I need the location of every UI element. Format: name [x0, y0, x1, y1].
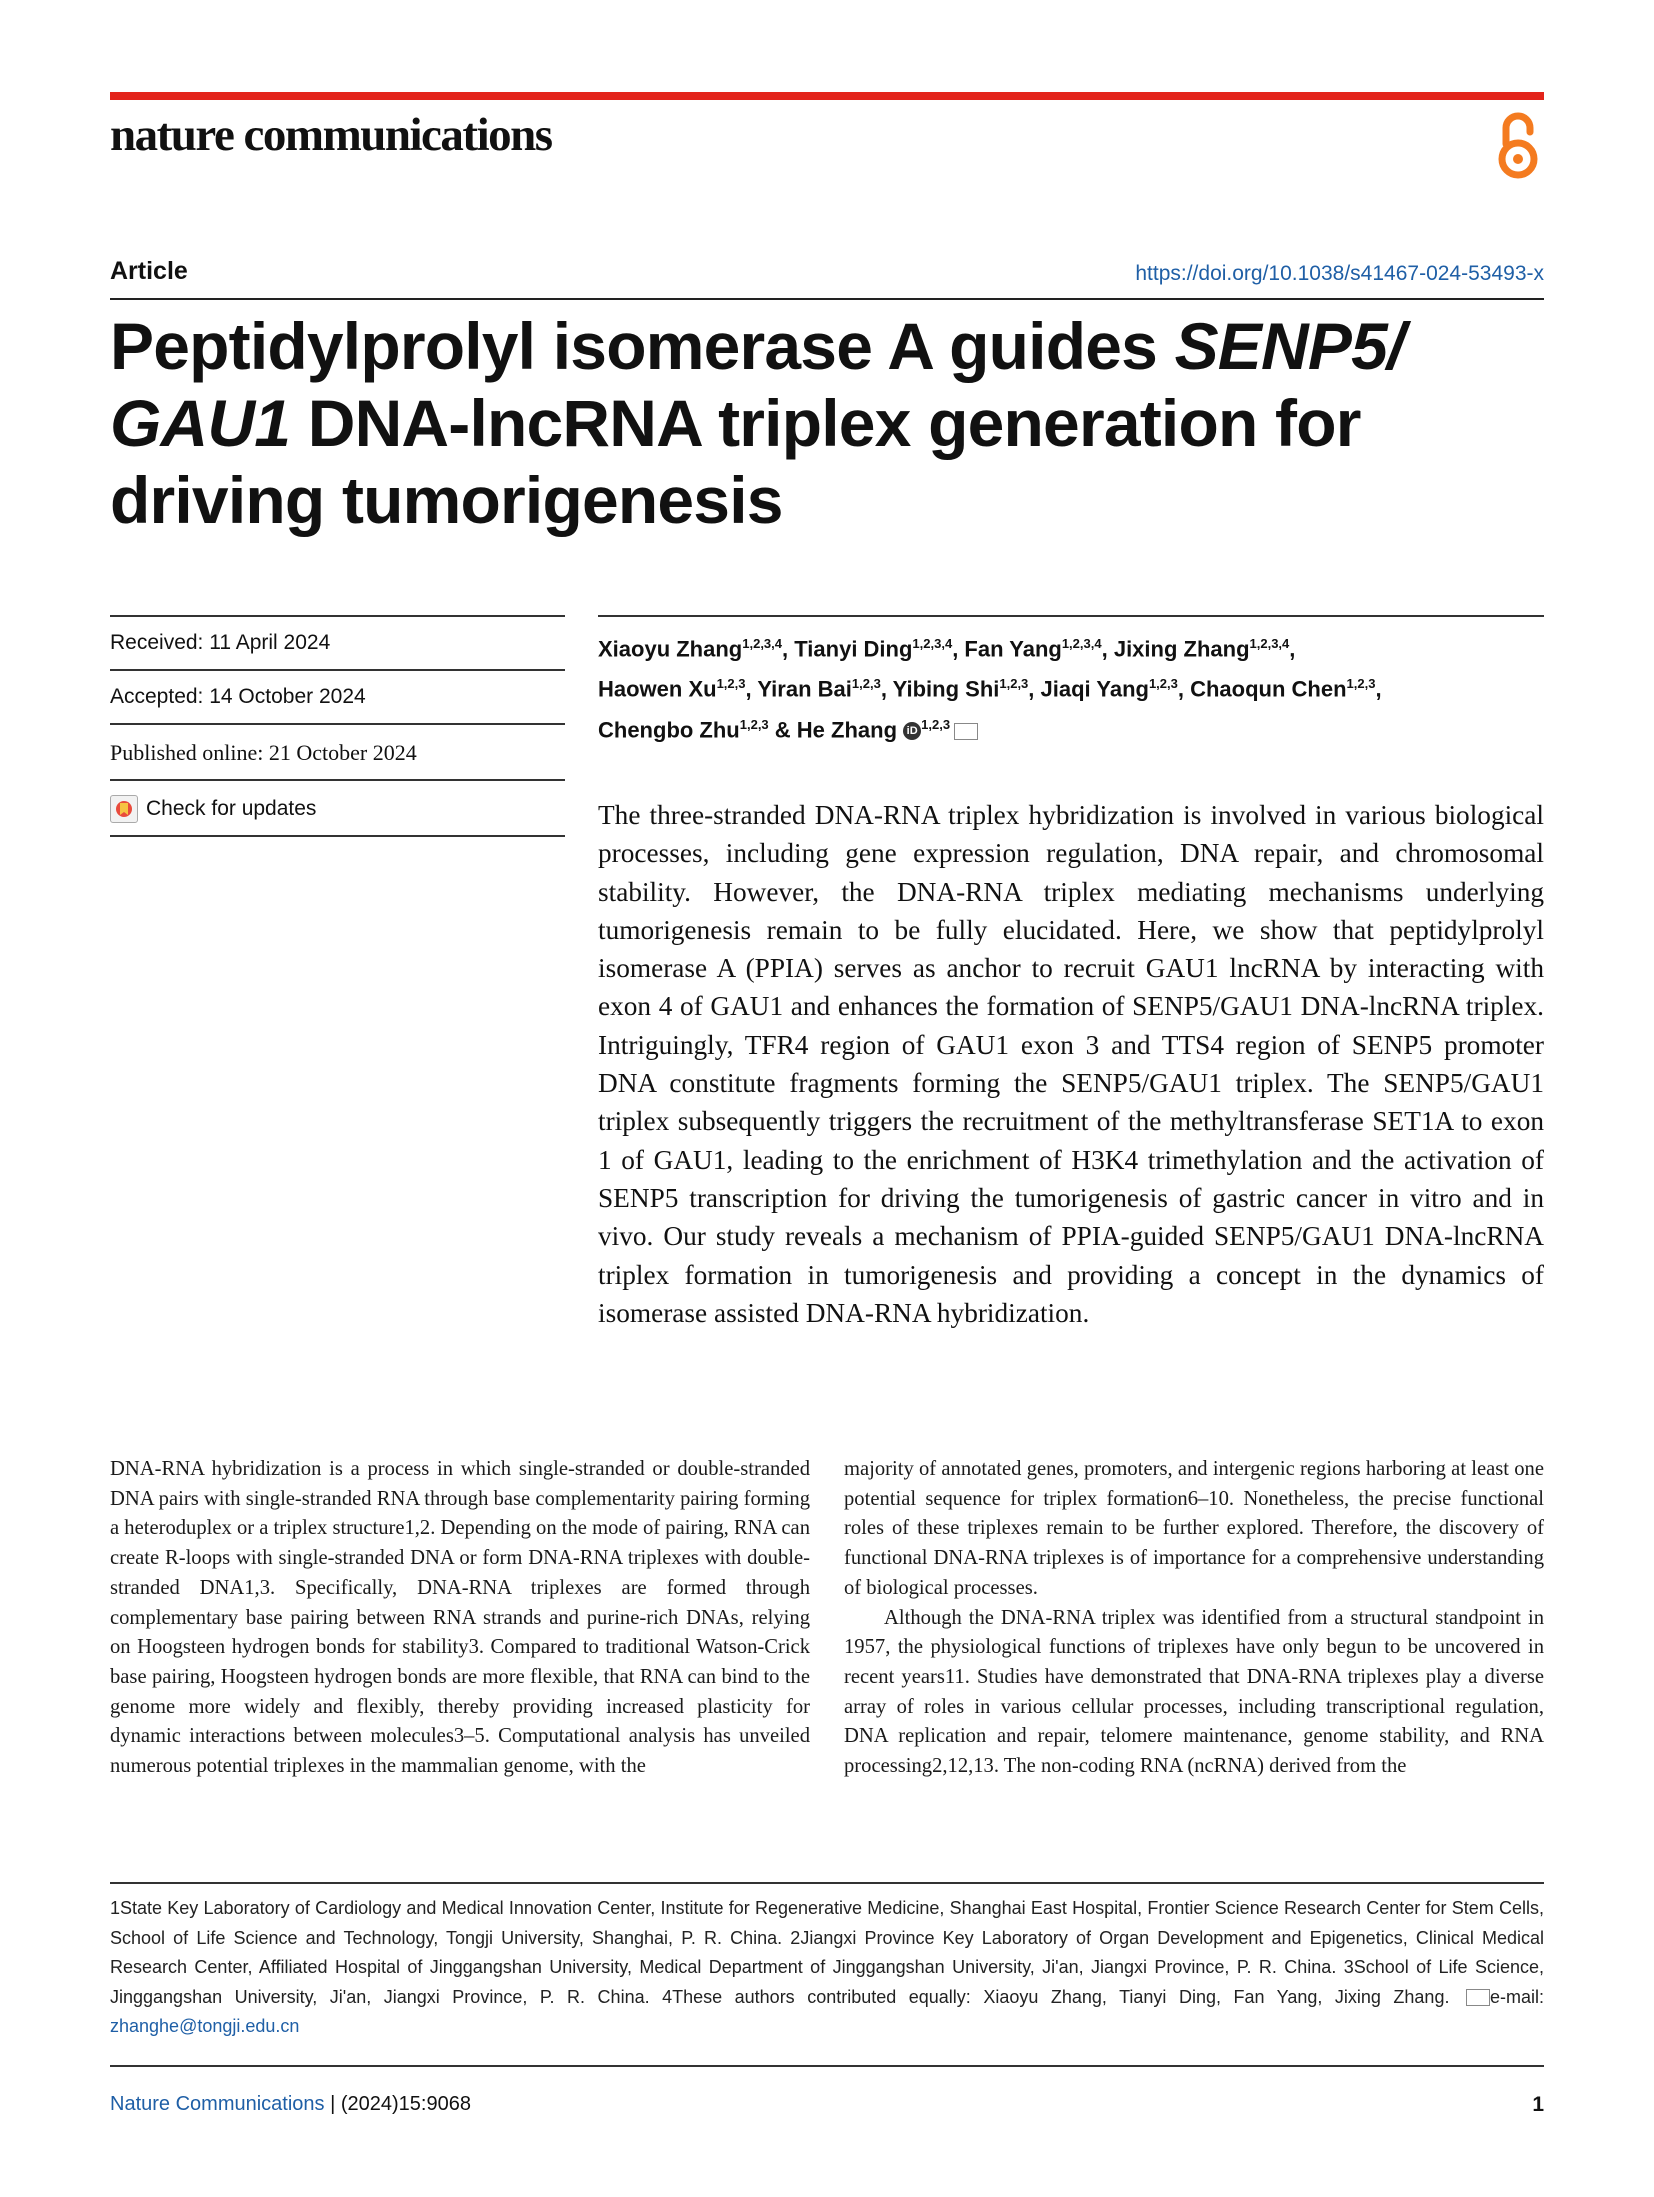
dates-rule — [110, 779, 565, 781]
author-name[interactable]: Xiaoyu Zhang — [598, 636, 743, 662]
crossmark-icon — [110, 795, 138, 823]
author-name[interactable]: Tianyi Ding — [794, 636, 913, 662]
author-affiliation: 1,2,3 — [1346, 676, 1376, 692]
published-date: Published online: 21 October 2024 — [110, 740, 417, 765]
author-name[interactable]: Jixing Zhang — [1113, 636, 1250, 662]
title-gene-1: SENP5/ — [1174, 309, 1405, 383]
envelope-icon[interactable] — [954, 723, 978, 740]
open-access-icon — [1490, 110, 1546, 182]
author-separator: , — [1028, 676, 1041, 702]
author-name[interactable]: Fan Yang — [964, 636, 1062, 662]
check-for-updates-label: Check for updates — [146, 797, 317, 820]
author-separator: & — [768, 716, 797, 742]
author-name[interactable]: Yiran Bai — [757, 676, 852, 702]
received-date: Received: 11 April 2024 — [110, 631, 331, 654]
author-separator: , — [745, 676, 758, 702]
authors-top-rule — [598, 615, 1544, 617]
author-affiliation: 1,2,3 — [1148, 676, 1178, 692]
author-name[interactable]: Chengbo Zhu — [598, 716, 740, 742]
orcid-icon[interactable]: iD — [903, 722, 921, 740]
doi-link[interactable]: https://doi.org/10.1038/s41467-024-53493-x — [1135, 262, 1544, 285]
author-list — [598, 626, 1548, 747]
affiliations-footnote — [110, 1894, 1544, 2042]
body-paragraph: Although the DNA-RNA triplex was identified from a structural standpoint in 1957, the physiological functions of triplexes have only begun to be uncovered in recent years11. Studies have demonstrated that DNA-RNA triplexes play a diverse array of roles in various cellular processes, including transcriptional regulation, DNA replication and repair, telomere maintenance, genome stability, and RNA processing2,12,13. The non-coding RNA (ncRNA) derived from the — [844, 1606, 1544, 1778]
author-affiliation: 1,2,3 — [739, 716, 769, 732]
email-label: e-mail: — [1489, 1986, 1544, 2007]
dates-rule — [110, 669, 565, 671]
dates-bottom-rule — [110, 835, 565, 837]
author-name[interactable]: Haowen Xu — [598, 676, 717, 702]
footer-volume: | (2024)15:9068 — [324, 2093, 471, 2115]
body-column-right — [844, 1455, 1544, 1782]
title-gene-2: GAU1 — [110, 386, 291, 460]
title-text-2: DNA-lncRNA triplex generation for driving tumorigenesis — [110, 386, 1361, 537]
author-affiliation: 1,2,3 — [851, 676, 881, 692]
author-affiliation: 1,2,3 — [921, 716, 951, 732]
header-divider — [110, 298, 1544, 300]
author-name[interactable]: Jiaqi Yang — [1040, 676, 1149, 702]
author-name[interactable]: Yibing Shi — [892, 676, 1000, 702]
accepted-date: Accepted: 14 October 2024 — [110, 685, 366, 708]
author-affiliation: 1,2,3,4 — [912, 636, 953, 651]
author-name[interactable]: Chaoqun Chen — [1190, 676, 1347, 702]
abstract: The three-stranded DNA-RNA triplex hybridization is involved in various biological processes, including gene expression regulation, DNA repair, and chromosomal stability. However, the DNA-RNA triplex mediating mechanisms underlying tumorigenesis remain to be fully elucidated. Here, we show that peptidylprolyl isomerase A (PPIA) serves as anchor to recruit GAU1 lncRNA by interacting with exon 4 of GAU1 and enhances the formation of SENP5/GAU1 DNA-lncRNA triplex. Intriguingly, TFR4 region of GAU1 exon 3 and TTS4 region of SENP5 promoter DNA constitute fragments forming the SENP5/GAU1 triplex. The SENP5/GAU1 triplex subsequently triggers the recruitment of the methyltransferase SET1A to exon 1 of GAU1, leading to the enrichment of H3K4 trimethylation and the activation of SENP5 transcription for driving the tumorigenesis of gastric cancer in vitro and in vivo. Our study reveals a mechanism of PPIA-guided SENP5/GAU1 DNA-lncRNA triplex formation in tumorigenesis and providing a concept in the dynamics of isomerase assisted DNA-RNA hybridization. — [598, 800, 1544, 1328]
author-affiliation: 1,2,3 — [999, 676, 1029, 692]
author-separator: , — [1375, 676, 1382, 702]
footer-journal-name: Nature Communications — [110, 2093, 325, 2115]
article-title — [110, 308, 1544, 539]
author-separator: , — [1177, 676, 1191, 702]
title-text-1: Peptidylprolyl isomerase A guides — [110, 309, 1175, 383]
affiliations-text: 1State Key Laboratory of Cardiology and Medical Innovation Center, Institute for Regenerative Medicine, Shanghai East Hospital, Frontier Science Research Center for Stem Cells, School of Life Science and Technology, Tongji University, Shanghai, P. R. China. 2Jiangxi Province Key Laboratory of Organ Development and Epigenetics, Clinical Medical Research Center, Affiliated Hospital of Jinggangshan University, Medical Department of Jinggangshan University, Ji'an, Jiangxi Province, P. R. China. 3School of Life Science, Jinggangshan University, Ji'an, Jiangxi Province, P. R. China. 4These authors contributed equally: Xiaoyu Zhang, Tianyi Ding, Fan Yang, Jixing Zhang. — [110, 1898, 1544, 2007]
dates-rule — [110, 723, 565, 725]
envelope-icon — [1466, 1989, 1490, 2006]
journal-name: nature communications — [110, 109, 552, 161]
footnote-divider — [110, 1882, 1544, 1884]
author-affiliation: 1,2,3 — [716, 676, 746, 692]
article-type-label: Article — [110, 257, 188, 285]
body-paragraph: majority of annotated genes, promoters, and intergenic regions harboring at least one potential sequence for triplex formation6–10. Nonetheless, the precise functional roles of these triplexes remain to be further explored. Therefore, the discovery of functional DNA-RNA triplexes is of importance for a comprehensive understanding of biological processes. — [844, 1458, 1544, 1599]
email-link[interactable]: zhanghe@tongji.edu.cn — [110, 2016, 300, 2036]
body-column-left — [110, 1455, 810, 1782]
page-number: 1 — [1532, 2093, 1544, 2116]
author-separator: , — [952, 636, 965, 662]
author-name[interactable]: He Zhang — [796, 716, 898, 742]
dates-top-rule — [110, 615, 565, 617]
author-affiliation: 1,2,3,4 — [742, 636, 783, 651]
author-separator: , — [1289, 636, 1296, 662]
body-paragraph: DNA-RNA hybridization is a process in which single-stranded or double-stranded DNA pairs with single-stranded RNA through base complementarity pairing forming a heteroduplex or a triplex structure1,2. Depending on the mode of pairing, RNA can create R-loops with single-stranded DNA or form DNA-RNA triplexes with double-stranded DNA1,3. Specifically, DNA-RNA triplexes are formed through complementary base pairing between RNA strands and purine-rich DNAs, relying on Hoogsteen hydrogen bonds for stability3. Compared to traditional Watson-Crick base pairing, Hoogsteen hydrogen bonds are more flexible, that RNA can bind to the genome more widely and flexibly, thereby providing increased plasticity for dynamic interactions between molecules3–5. Computational analysis has unveiled numerous potential triplexes in the mammalian genome, with the — [110, 1458, 810, 1778]
header-accent-bar — [110, 92, 1544, 100]
author-separator: , — [782, 636, 795, 662]
author-separator: , — [1101, 636, 1114, 662]
author-affiliation: 1,2,3,4 — [1061, 636, 1102, 651]
author-affiliation: 1,2,3,4 — [1249, 636, 1290, 651]
footer-citation — [110, 2093, 471, 2116]
author-separator: , — [880, 676, 893, 702]
check-for-updates-button[interactable] — [110, 795, 316, 823]
footer-divider — [110, 2065, 1544, 2067]
